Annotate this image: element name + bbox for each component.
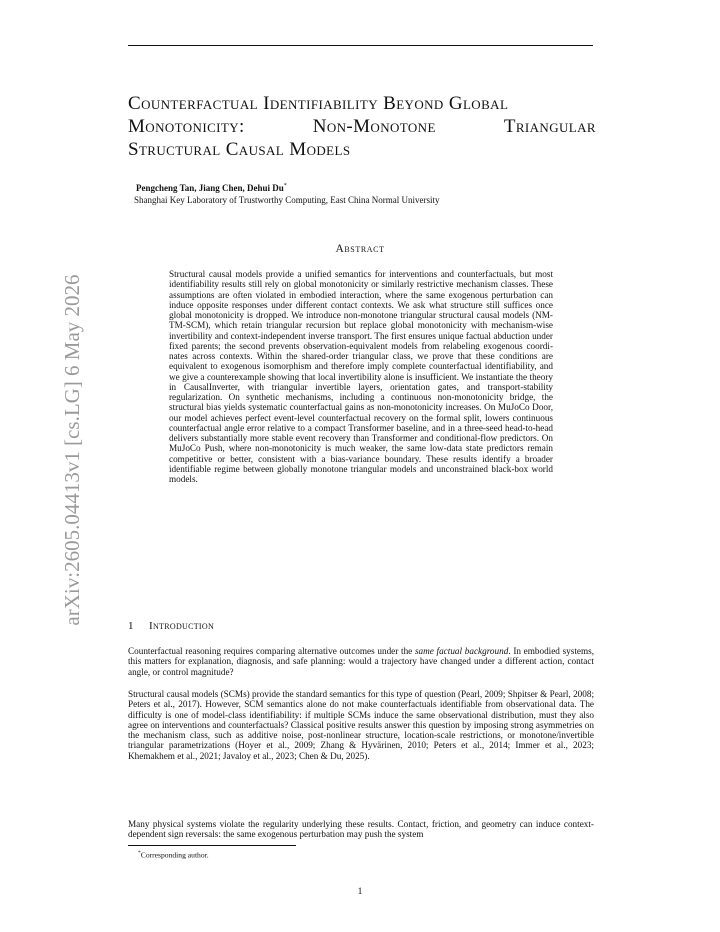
author-list [136, 183, 287, 193]
corresponding-author-mark: * [283, 183, 287, 189]
title-line-3: Structural Causal Models [128, 139, 351, 160]
title-line-1: Counterfactual Identifiability Beyond Global [128, 93, 509, 114]
paper-title [128, 92, 596, 161]
intro-paragraph-1-end: . In embodied systems, this matters for explanation, diagnosis, and safe planning: would a trajectory have changed under a different action, contact angle, or control magnitude? [128, 646, 594, 677]
footnote-rule [128, 845, 296, 846]
intro-paragraph-2: Structural causal models (SCMs) provide the standard semantics for this type of question (Pearl, 2009; Shpitser & Pearl, 2008; Peters et al., 2017). However, SCM semantics alone do not make counterfactuals identifiable from observational data. The difficulty is one of model-class identifiability: if multiple SCMs induce the same observational distribution, must they also agree on interventions and counterfactuals? Classical positive results answer this question by imposing strong asymmetries on the mechanism class, such as additive noise, post-nonlinear structure, location-scale restrictions, or monotone/invertible triangular parametrizations (Hoyer et al., 2009; Zhang & Hyvärinen, 2010; Peters et al., 2014; Immer et al., 2023; Khemakhem et al., 2021; Javaloy et al., 2023; Chen & Du, 2025). [128, 689, 594, 761]
intro-paragraph-1 [128, 646, 594, 677]
section-title: Introduction [149, 620, 215, 632]
intro-paragraph-1-start: Counterfactual reasoning requires comparing alternative outcomes under the [128, 646, 415, 656]
intro-paragraph-3: Many physical systems violate the regularity underlying these results. Contact, friction, and geometry can induce context-dependent sign reversals: the same exogenous perturbation may push the system [128, 819, 594, 840]
arxiv-identifier: arXiv:2605.04413v1 [cs.LG] 6 May 2026 [60, 274, 84, 626]
intro-paragraph-1-emphasis: same factual background [414, 646, 509, 656]
abstract-body: Structural causal models provide a unified semantics for interventions and counterfactuals, but most identifiability results still rely on global monotonicity or similarly restrictive mechanism classes. These assumptions are often violated in embodied interaction, where the same exogenous perturbation can induce opposite responses under different contact contexts. We ask what structure still suffices once global monotonicity is dropped. We introduce non-monotone triangular structural causal models (NM-TM-SCM), which retain triangular recursion but replace global monotonicity with mechanism-wise invertibility and context-independent inverse transport. The first ensures unique factual abduction under fixed parents; the second prevents observation-equivalent models from relabeling exogenous coordinates across contexts. Within the shared-order triangular class, we prove that these conditions are equivalent to exogenous isomorphism and therefore imply complete counterfactual identifiability, and we give a counterexample showing that local invertibility alone is insufficient. We instantiate the theory in CausalInverter, with triangular invertible layers, orientation gates, and transport-stability regularization. On synthetic mechanisms, including a continuous non-monotonicity bridge, the structural bias yields systematic counterfactual gains as non-monotonicity increases. On MuJoCo Door, our model achieves perfect event-level counterfactual recovery on the formal split, lowers continuous counterfactual angle error relative to a compact Transformer baseline, and in a three-seed head-to-head delivers substantially more stable event recovery than Transformer and conditional-flow predictors. On MuJoCo Push, where non-monotonicity is much weaker, the same low-data state predictors remain competitive or better, consistent with a bias-variance boundary. These results identify a broader identifiable regime between globally monotone triangular models and unconstrained black-box world models. [169, 269, 553, 484]
section-heading-introduction [128, 620, 214, 632]
footnote [138, 850, 209, 860]
page-number: 1 [357, 887, 363, 897]
author-names: Pengcheng Tan, Jiang Chen, Dehui Du [136, 183, 284, 193]
section-number: 1 [128, 620, 134, 632]
title-line-2 [128, 115, 596, 138]
title-line-2-word-1: Monotonicity: [128, 116, 245, 137]
title-line-2-word-3: Triangular [503, 116, 596, 137]
top-rule [128, 45, 593, 46]
abstract-heading: Abstract [335, 243, 385, 255]
footnote-mark: * [138, 850, 141, 856]
footnote-text: Corresponding author. [140, 850, 209, 860]
affiliation: Shanghai Key Laboratory of Trustworthy Computing, East China Normal University [134, 195, 440, 205]
title-line-2-word-2: Non-Monotone [312, 116, 436, 137]
